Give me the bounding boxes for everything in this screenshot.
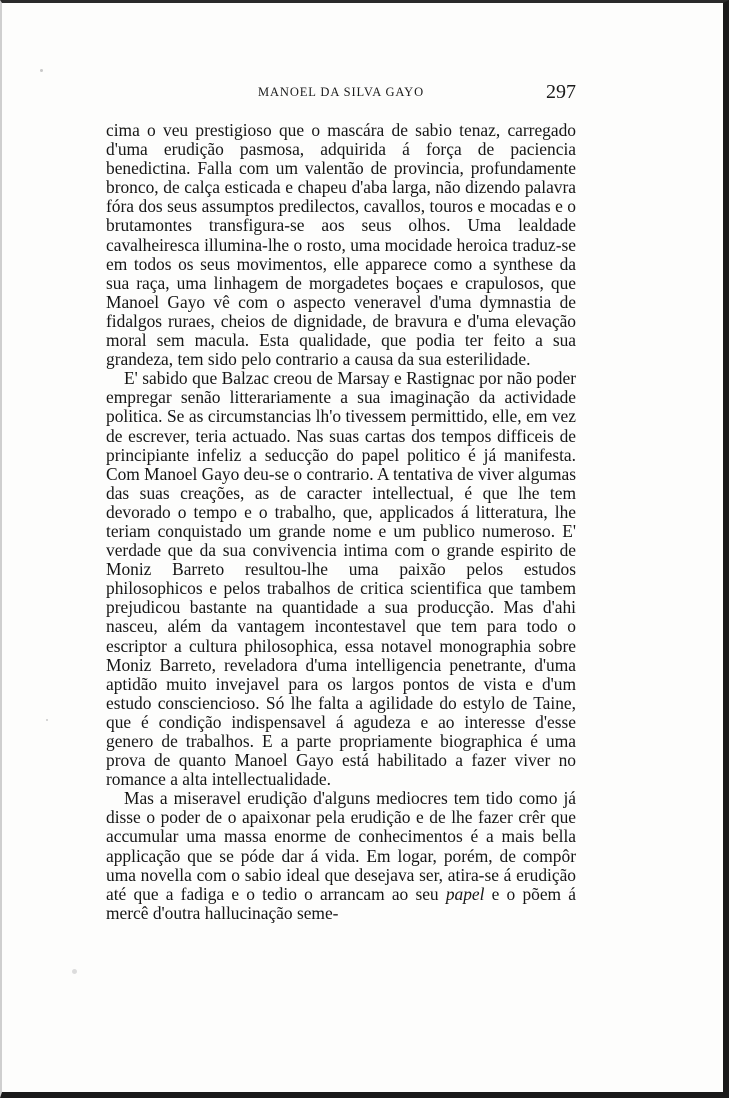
text-run: cima o veu prestigioso que o mascára de sabio tenaz, carregado d'uma erudição pasmosa, adquirida á força de paciencia benedictina. Falla com um valentão de provincia, profundamente bronco, de calça esticada e chapeu d'aba larga, não dizendo palavra fóra dos seus assumptos predilectos, cavallos, touros e mocadas e o brutamontes transfigura-se aos seus olhos. Uma lealdade cavalheiresca illumina-lhe o rosto, uma mocidade heroica traduz-se em todos os seus movimentos, elle apparece como a synthese da sua raça, uma linhagem de morgadetes boçaes e crapulosos, que Manoel Gayo vê com o aspecto veneravel d'uma dymnastia de fidalgos ruraes, cheios de dignidade, de bravura e d'uma elevação moral sem macula. Esta qualidade, que podia ter feito a sua grandeza, tem sido pelo contrario a causa da sua esterilidade. [106, 120, 576, 370]
page-header [106, 81, 576, 103]
running-title: MANOEL DA SILVA GAYO [257, 85, 425, 99]
paragraph [106, 789, 576, 923]
page-number: 297 [546, 81, 576, 103]
text-run: Mas a miseravel erudição d'alguns mediocres tem tido como já disse o poder de o apaixonar pela erudição e de lhe fazer crêr que accumular uma massa enorme de conhecimentos é a mais bella applicação que se póde dar á vida. Em logar, porém, de compôr uma novella com o sabio ideal que desejava ser, atira-se á erudição até que a fadiga e o tedio o arrancam ao seu [106, 788, 576, 904]
scan-speck [46, 719, 48, 721]
paragraph [106, 369, 576, 789]
scan-speck [72, 969, 77, 974]
body-text [106, 121, 576, 923]
paragraph [106, 121, 576, 369]
italic-word: papel [445, 883, 485, 904]
text-run: e o põem á mercê d'outra hallucinação seme- [106, 883, 576, 923]
scan-speck [40, 69, 43, 72]
text-run: E' sabido que Balzac creou de Marsay e Rastignac por não poder empregar senão litterariamente a sua imaginação da actividade politica. Se as circumstancias lh'o tivessem permittido, elle, em vez de escrever, teria actuado. Nas suas cartas dos tempos difficeis de principiante infeliz a seducção do papel politico é já manifesta. Com Manoel Gayo deu-se o contrario. A tentativa de viver algumas das suas creações, as de caracter intellectual, é que lhe tem devorado o tempo e o trabalho, que, applicados á litteratura, lhe teriam conquistado um grande nome e um publico numeroso. E' verdade que da sua convivencia intima com o grande espirito de Moniz Barreto resultou-lhe uma paixão pelos estudos philosophicos e pelos trabalhos de critica scientifica que tambem prejudicou bastante na quantidade a sua producção. Mas d'ahi nasceu, além da vantagem incontestavel que tem para todo o escriptor a cultura philosophica, essa notavel monographia sobre Moniz Barreto, reveladora d'uma intelligencia penetrante, d'uma aptidão muito invejavel para os largos pontos de vista e d'um estudo consciencioso. Só lhe falta a agilidade do estylo de Taine, que é condição indispensavel á agudeza e ao interesse d'esse genero de trabalhos. E a parte propriamente biographica é uma prova de quanto Manoel Gayo está habilitado a fazer viver no romance a alta intellectualidade. [106, 368, 576, 790]
